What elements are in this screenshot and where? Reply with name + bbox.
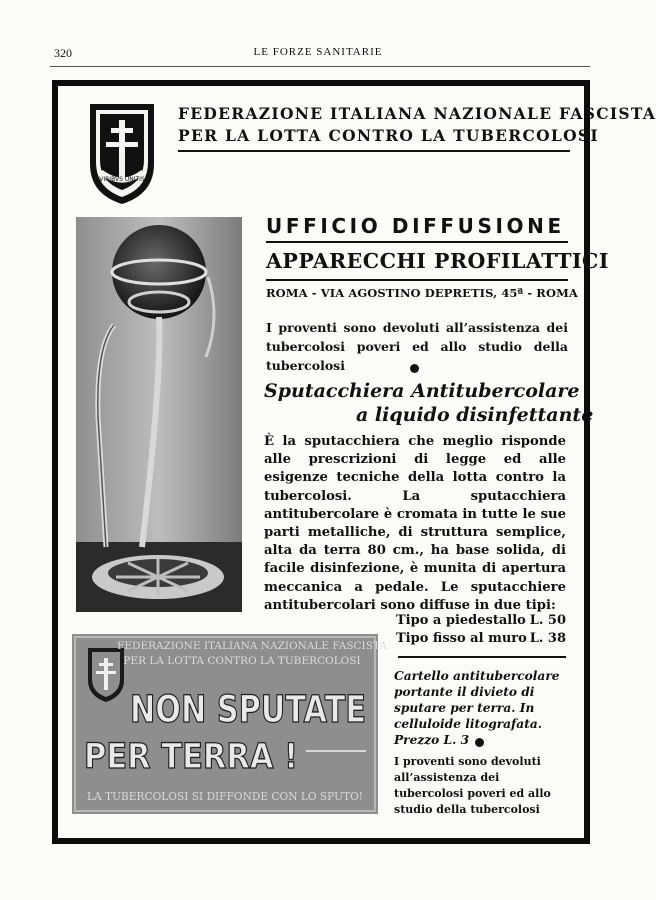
product-title-line-1: Sputacchiera Antitubercolare xyxy=(264,380,580,402)
spittoon-photo xyxy=(76,217,242,612)
office-address: ROMA - VIA AGOSTINO DEPRETIS, 45ª - ROMA xyxy=(266,286,578,300)
office-subtitle: APPARECCHI PROFILATTICI xyxy=(266,249,609,273)
proceeds-note: I proventi sono devoluti all’assistenza dei tubercolosi poveri ed allo studio della tubercolosi xyxy=(266,320,568,373)
type-wall-price: L. 38 xyxy=(529,631,566,646)
poster-headline-2: PER TERRA ! xyxy=(84,737,298,777)
poster-top-line-2: PER LA LOTTA CONTRO LA TUBERCOLOSI xyxy=(123,655,361,667)
product-title-line-2: a liquido disinfettante xyxy=(356,404,594,426)
cartello-rule xyxy=(398,656,566,658)
running-head: LE FORZE SANITARIE xyxy=(253,46,383,58)
poster-sign xyxy=(72,634,387,814)
type-wall-label: Tipo fisso al muro xyxy=(396,631,527,646)
federation-line-1: FEDERAZIONE ITALIANA NAZIONALE FASCISTA xyxy=(178,104,656,123)
bullet-dot xyxy=(475,738,484,747)
poster-headline-1: NON SPUTATE xyxy=(130,688,366,731)
poster-bottom-line: LA TUBERCOLOSI SI DIFFONDE CON LO SPUTO! xyxy=(87,790,363,803)
office-title: UFFICIO DIFFUSIONE xyxy=(266,214,565,238)
type-pedestal-label: Tipo a piedestallo xyxy=(396,613,526,628)
page-number: 320 xyxy=(54,46,72,60)
federation-name xyxy=(178,103,656,147)
shield-motto: VIRIBVS UNITIS xyxy=(99,176,145,183)
bullet-dot xyxy=(410,364,419,373)
proceeds-note-2: I proventi sono devoluti all’assistenza dei tubercolosi poveri ed allo studio della tubercolosi xyxy=(394,755,551,816)
cartello-description: Cartello antitubercolare portante il divieto di sputare per terra. In celluloide litografata. Prezzo L. 3 xyxy=(394,669,560,747)
shield-emblem-icon xyxy=(88,102,156,206)
type-pedestal-price: L. 50 xyxy=(529,613,566,628)
federation-line-2: PER LA LOTTA CONTRO LA TUBERCOLOSI xyxy=(178,126,599,145)
title-rule-2 xyxy=(266,279,568,281)
federation-rule xyxy=(178,150,570,152)
poster-top-line-1: FEDERAZIONE ITALIANA NAZIONALE FASCISTA xyxy=(117,640,387,652)
product-description: È la sputacchiera che meglio risponde alle prescrizioni di legge ed alle esigenze tecniche della lotta contro la tubercolosi. La sputacchiera antitubercolare è cromata in tutte le sue parti metalliche, di struttura semplice, alta da terra 80 cm., ha base solida, di facile disinfezione, è munita di apertura meccanica a pedale. Le sputacchiere antitubercolari sono diffuse in due tipi: xyxy=(264,434,566,613)
header-rule xyxy=(50,66,590,67)
title-rule-1 xyxy=(266,241,568,243)
